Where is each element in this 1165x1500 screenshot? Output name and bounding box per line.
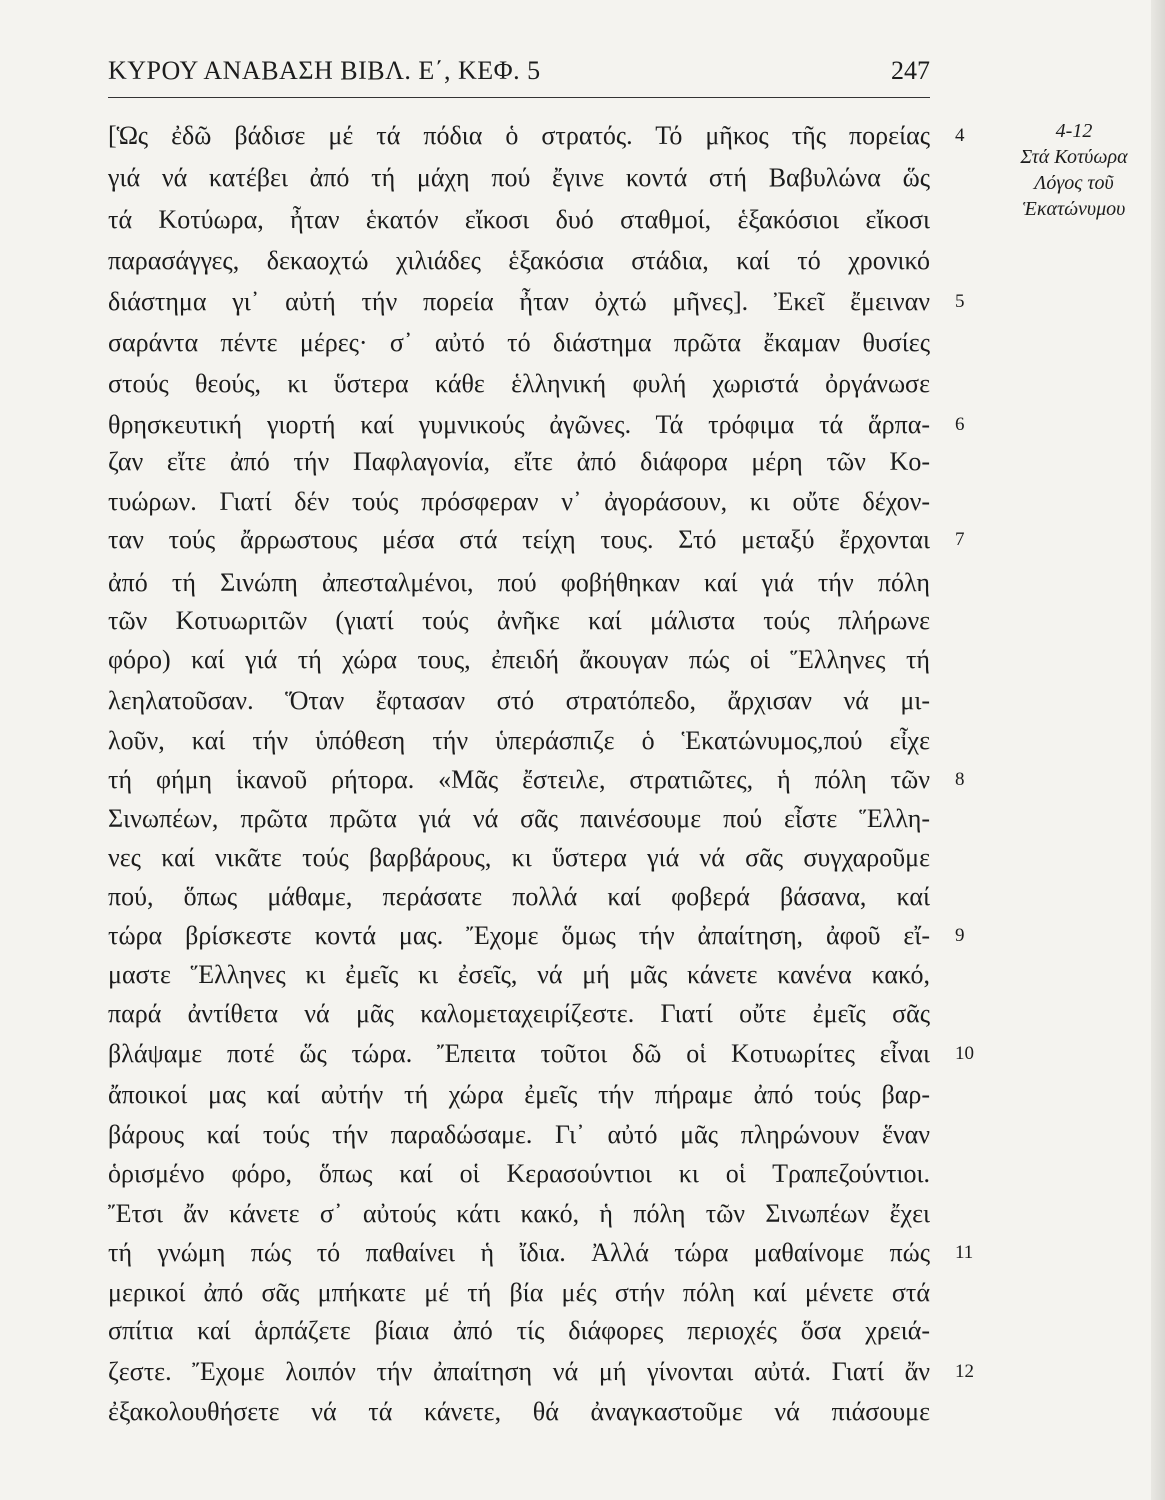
text-line: πού, ὅπως μάθαμε, περάσατε πολλά καί φοβερά βάσανα, καί	[108, 882, 930, 911]
paragraph-number: 5	[955, 291, 965, 312]
text-line: ταν τούς ἄρρωστους μέσα στά τείχη τους. Στό μεταξύ ἔρχονται	[108, 525, 930, 554]
text-line: μαστε Ἕλληνες κι ἐμεῖς κι ἐσεῖς, νά μή μᾶς κάνετε κανένα κακό,	[108, 960, 930, 989]
text-line: λοῦν, καί τήν ὑπόθεση τήν ὑπεράσπιζε ὁ Ἑκατώνυμος,πού εἶχε	[108, 726, 930, 755]
text-line: βλάψαμε ποτέ ὥς τώρα. Ἔπειτα τοῦτοι δῶ οἱ Κοτυωρίτες εἶναι	[108, 1039, 930, 1068]
text-line: γιά νά κατέβει ἀπό τή μάχη πού ἔγινε κοντά στή Βαβυλώνα ὥς	[108, 163, 930, 192]
text-line: παρασάγγες, δεκαοχτώ χιλιάδες ἑξακόσια στάδια, καί τό χρονικό	[108, 246, 930, 275]
text-line: τῶν Κοτυωριτῶν (γιατί τούς ἀνῆκε καί μάλιστα τούς πλήρωνε	[108, 606, 930, 635]
text-line: ἄποικοί μας καί αὐτήν τή χώρα ἐμεῖς τήν πήραμε ἀπό τούς βαρ-	[108, 1080, 930, 1109]
page-number: 247	[891, 56, 930, 85]
text-line: διάστημα γι᾽ αὐτή τήν πορεία ἦταν ὀχτώ μῆνες]. Ἐκεῖ ἔμειναν	[108, 287, 930, 316]
paragraph-number: 7	[955, 529, 965, 550]
text-line: σπίτια καί ἁρπάζετε βίαια ἀπό τίς διάφορες περιοχές ὅσα χρειά-	[108, 1316, 930, 1345]
text-line: τή φήμη ἱκανοῦ ρήτορα. «Μᾶς ἔστειλε, στρατιῶτες, ἡ πόλη τῶν	[108, 765, 930, 794]
paragraph-number: 10	[955, 1043, 974, 1064]
page-header	[108, 52, 930, 98]
paragraph-number: 12	[955, 1361, 974, 1382]
text-line: ἐξακολουθήσετε νά τά κάνετε, θά ἀναγκαστοῦμε νά πιάσουμε	[108, 1397, 930, 1426]
text-line: σαράντα πέντε μέρες· σ᾽ αὐτό τό διάστημα πρῶτα ἔκαμαν θυσίες	[108, 328, 930, 357]
paragraph-number: 8	[955, 769, 965, 790]
margin-note-line: Λόγος τοῦ	[1034, 172, 1114, 194]
text-line: ζεστε. Ἔχομε λοιπόν τήν ἀπαίτηση νά μή γίνονται αὐτά. Γιατί ἄν	[108, 1357, 930, 1386]
text-line: βάρους καί τούς τήν παραδώσαμε. Γι᾽ αὐτό μᾶς πληρώνουν ἕναν	[108, 1120, 930, 1149]
running-head: ΚΥΡΟΥ ΑΝΑΒΑΣΗ ΒΙΒΛ. Ε΄, ΚΕΦ. 5	[108, 56, 541, 85]
text-line: ἀπό τή Σινώπη ἀπεσταλμένοι, πού φοβήθηκαν καί γιά τήν πόλη	[108, 568, 930, 597]
text-line: ὁρισμένο φόρο, ὅπως καί οἱ Κερασούντιοι κι οἱ Τραπεζούντιοι.	[108, 1159, 930, 1188]
text-line: λεηλατοῦσαν. Ὅταν ἔφτασαν στό στρατόπεδο, ἄρχισαν νά μι-	[108, 686, 930, 715]
paragraph-number: 11	[955, 1242, 974, 1263]
header-rule	[108, 97, 930, 98]
text-line: Ἔτσι ἄν κάνετε σ᾽ αὐτούς κάτι κακό, ἡ πόλη τῶν Σινωπέων ἔχει	[108, 1199, 930, 1228]
text-line: [Ὡς ἐδῶ βάδισε μέ τά πόδια ὁ στρατός. Τό μῆκος τῆς πορείας	[108, 121, 930, 150]
paragraph-number: 4	[955, 125, 965, 146]
text-line: στούς θεούς, κι ὕστερα κάθε ἑλληνική φυλή χωριστά ὀργάνωσε	[108, 369, 930, 398]
margin-note-line: Στά Κοτύωρα	[1020, 146, 1128, 168]
text-line: Σινωπέων, πρῶτα πρῶτα γιά νά σᾶς παινέσουμε πού εἶστε Ἕλλη-	[108, 804, 930, 833]
paragraph-number: 9	[955, 925, 965, 946]
margin-note-line: Ἑκατώνυμου	[1022, 198, 1126, 220]
margin-note	[983, 118, 1165, 222]
paragraph-number: 6	[955, 414, 965, 435]
text-line: θρησκευτική γιορτή καί γυμνικούς ἀγῶνες. Τά τρόφιμα τά ἅρπα-	[108, 410, 930, 439]
text-line: τή γνώμη πώς τό παθαίνει ἡ ἴδια. Ἀλλά τώρα μαθαίνομε πώς	[108, 1238, 930, 1267]
margin-note-range: 4-12	[1055, 120, 1093, 142]
text-line: τά Κοτύωρα, ἦταν ἑκατόν εἴκοσι δυό σταθμοί, ἑξακόσιοι εἴκοσι	[108, 205, 930, 234]
text-line: τυώρων. Γιατί δέν τούς πρόσφεραν ν᾽ ἀγοράσουν, κι οὔτε δέχον-	[108, 487, 930, 516]
text-line: παρά ἀντίθετα νά μᾶς καλομεταχειρίζεστε. Γιατί οὔτε ἐμεῖς σᾶς	[108, 999, 930, 1028]
text-line: ζαν εἴτε ἀπό τήν Παφλαγονία, εἴτε ἀπό διάφορα μέρη τῶν Κο-	[108, 447, 930, 476]
text-line: τώρα βρίσκεστε κοντά μας. Ἔχομε ὅμως τήν ἀπαίτηση, ἀφοῦ εἴ-	[108, 921, 930, 950]
text-line: μερικοί ἀπό σᾶς μπήκατε μέ τή βία μές στήν πόλη καί μένετε στά	[108, 1278, 930, 1307]
text-line: νες καί νικᾶτε τούς βαρβάρους, κι ὕστερα γιά νά σᾶς συγχαροῦμε	[108, 843, 930, 872]
page-edge-shadow	[1151, 0, 1165, 1500]
text-line: φόρο) καί γιά τή χώρα τους, ἐπειδή ἄκουγαν πώς οἱ Ἕλληνες τή	[108, 645, 930, 674]
